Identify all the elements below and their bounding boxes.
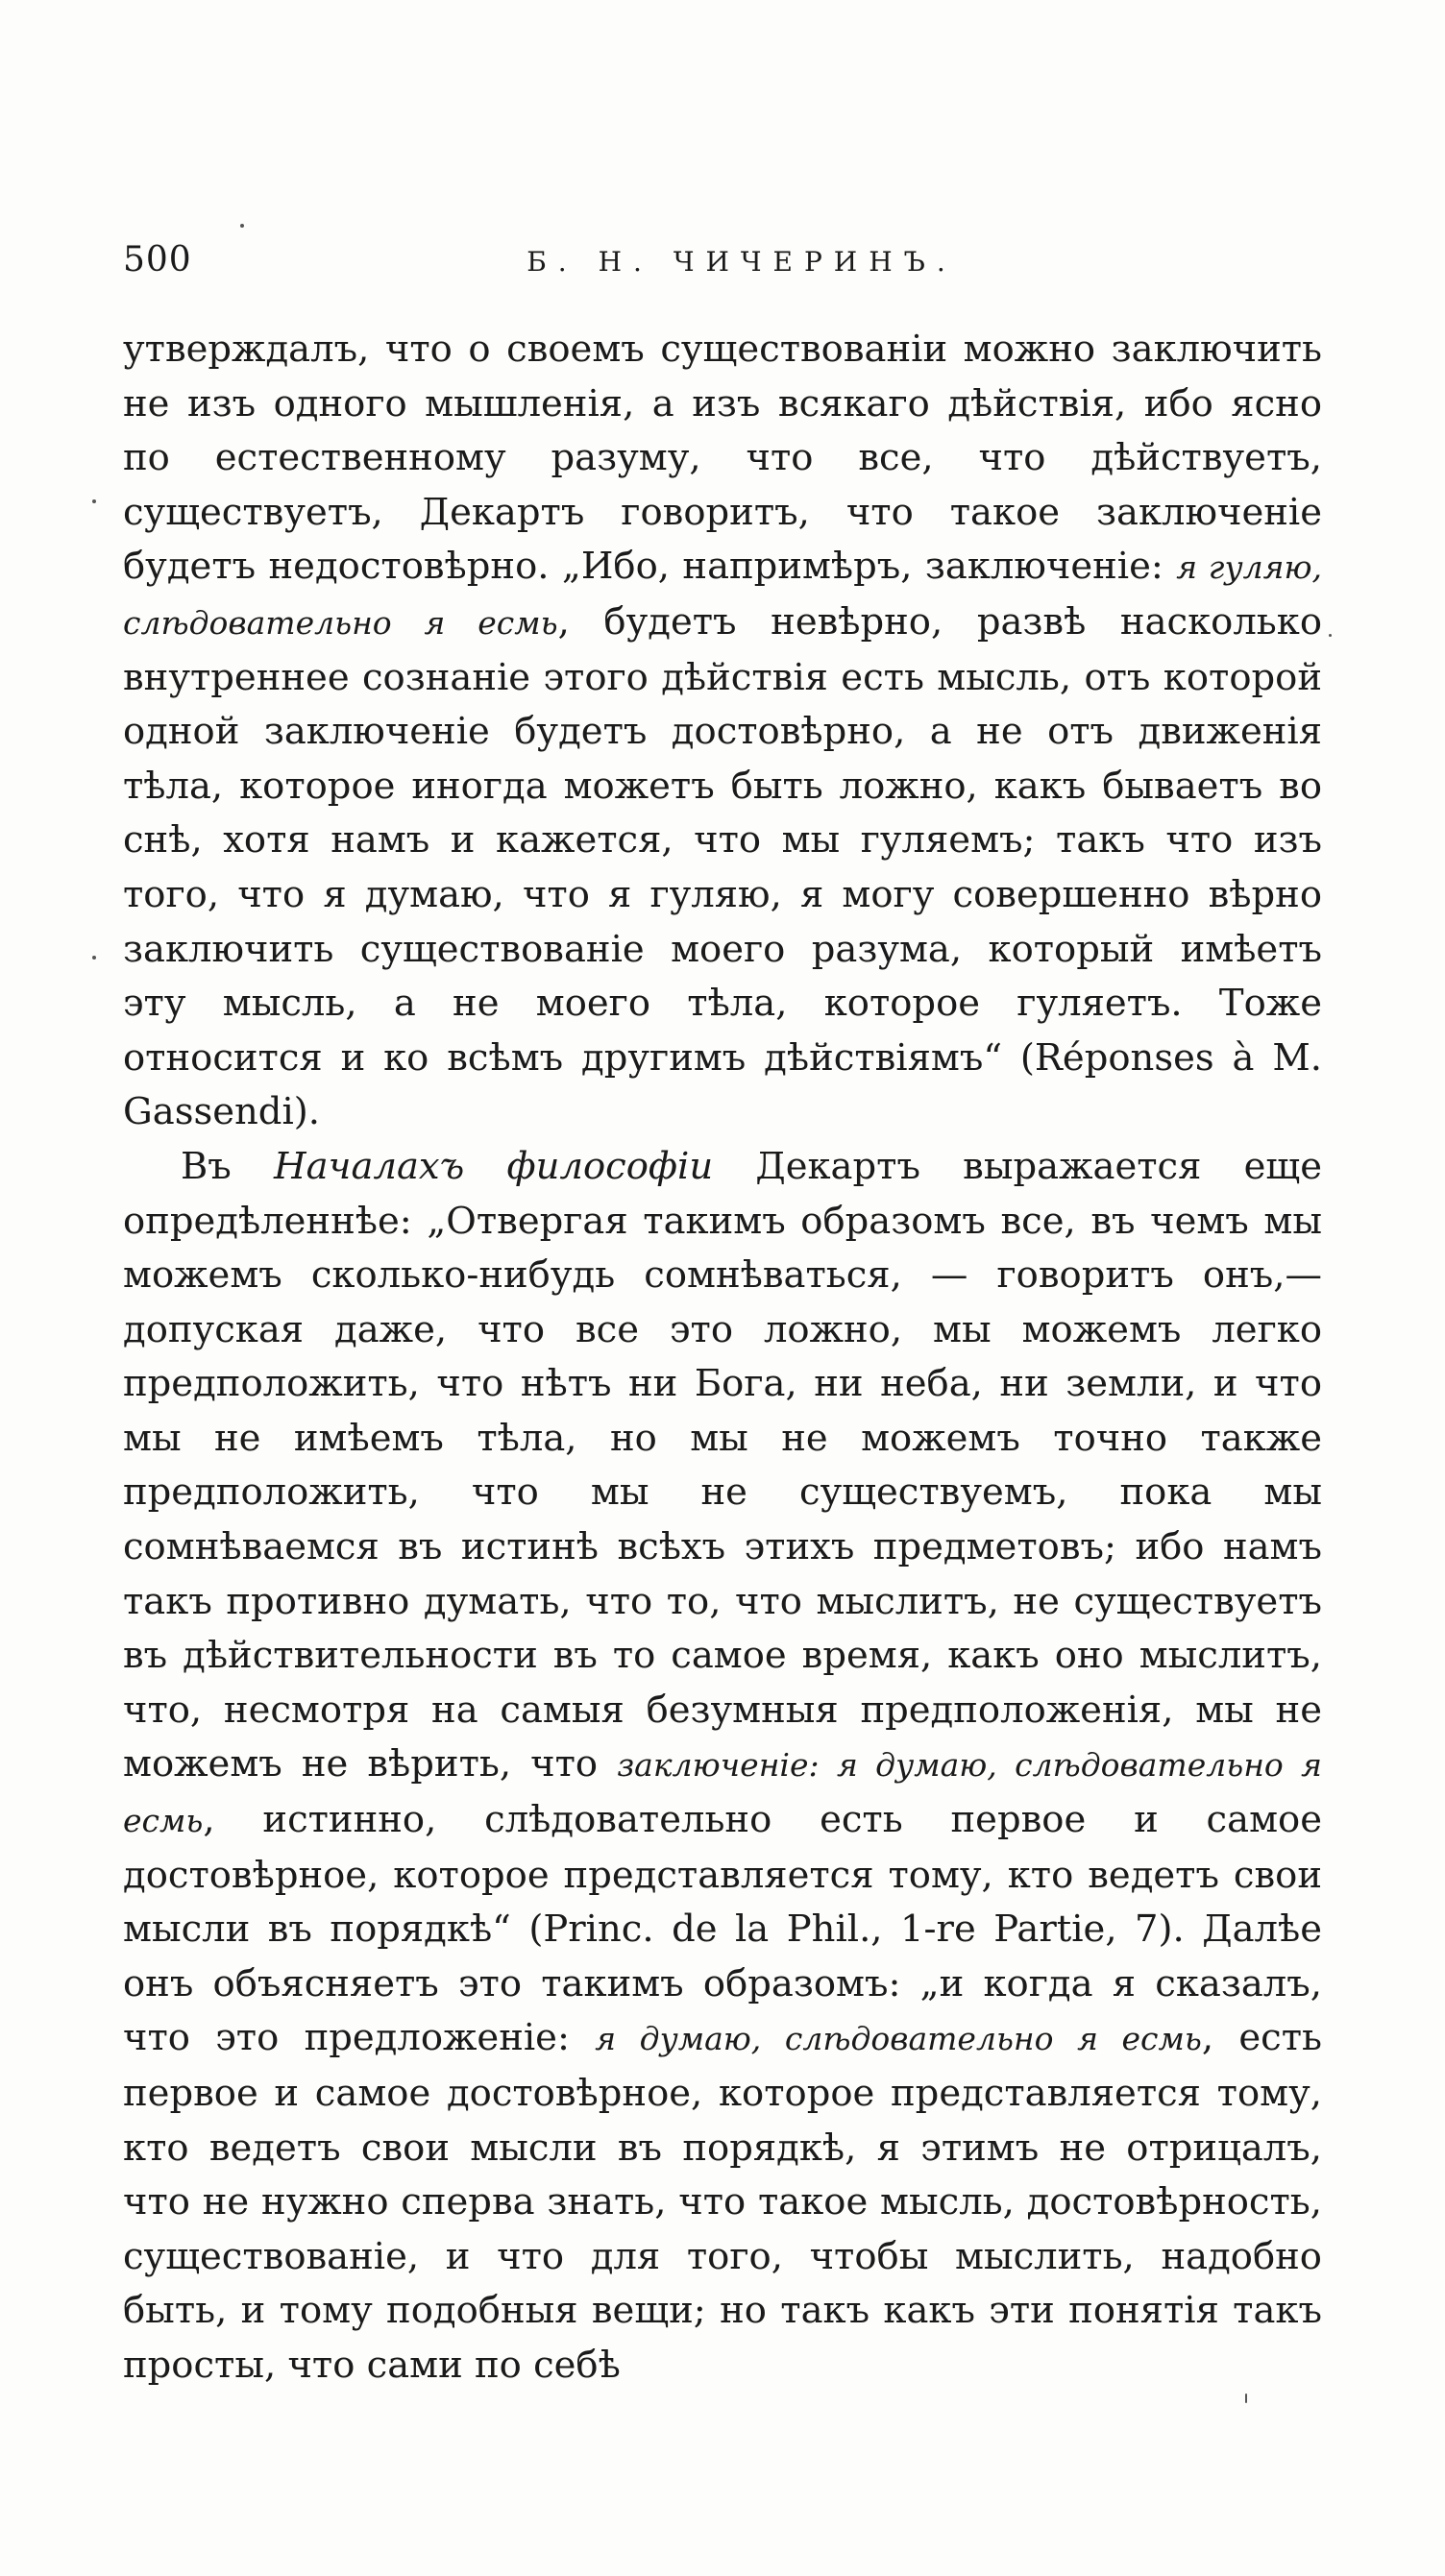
text-run: утверждалъ, что о своемъ существованіи можно заключить не изъ одного мышленія, а изъ всякаго дѣйствія, ибо ясно по естественному разуму, что все, что дѣйствуетъ, существуетъ, Декартъ говоритъ, что такое заключеніе будетъ недостовѣрно. „Ибо, напримѣръ, заключеніе: [123, 328, 1322, 589]
running-head [123, 240, 1322, 298]
text-run: Въ [181, 1144, 275, 1188]
running-title: Б. Н. ЧИЧЕРИНЪ. [527, 246, 957, 278]
italic-phrase: я гуляю, слѣдовательно я есмь [123, 548, 1323, 642]
paragraph [123, 323, 1322, 1140]
book-page [123, 240, 1322, 2394]
italic-phrase: Началахъ философіи [274, 1144, 714, 1188]
text-run: Декартъ выражается еще опредѣленнѣе: „Отвергая такимъ образомъ все, въ чемъ мы можемъ сколько-нибудь сомнѣваться, — говоритъ онъ,— допуская даже, что все это ложно, мы можемъ легко предположить, что нѣтъ ни Бога, ни неба, ни земли, и что мы не имѣемъ тѣла, но мы не можемъ точно также предположить, что мы не существуемъ, пока мы сомнѣваемся въ истинѣ всѣхъ этихъ предметовъ; ибо намъ такъ противно думать, что то, что мыслитъ, не существуетъ въ дѣйствительности въ то самое время, какъ оно мыслитъ, что, несмотря на самыя безумныя предположенія, мы не можемъ не вѣрить, что [123, 1144, 1322, 1786]
print-speck [240, 224, 244, 228]
italic-phrase: я думаю, слѣдовательно я есмь [595, 2020, 1202, 2058]
print-speck [1245, 2394, 1247, 2403]
text-run: , есть первое и самое достовѣрное, которое представляется тому, кто ведетъ свои мысли въ порядкѣ, я этимъ не отрицалъ, что не нужно сперва знать, что такое мысль, достовѣрность, существованіе, и что для того, чтобы мыслить, надобно быть, и тому подобныя вещи; но такъ какъ эти понятія такъ просты, что сами по себѣ [123, 2016, 1322, 2387]
text-run: , будетъ невѣрно, развѣ насколько внутреннее сознаніе этого дѣйствія есть мысль, отъ которой одной заключеніе будетъ достовѣрно, а не отъ движенія тѣла, которое иногда можетъ быть ложно, какъ бываетъ во снѣ, хотя намъ и кажется, что мы гуляемъ; такъ что изъ того, что я думаю, что я гуляю, я могу совершенно вѣрно заключить существованіе моего разума, который имѣетъ эту мысль, а не моего тѣла, которое гуляетъ. Тоже относится и ко всѣмъ другимъ дѣйствіямъ“ (Réponses à M. Gassendi). [123, 599, 1322, 1134]
print-speck [92, 956, 96, 960]
paragraph [123, 1140, 1322, 2394]
print-speck [1329, 634, 1332, 637]
italic-phrase: заключеніе: я думаю, слѣдовательно я есмь [123, 1746, 1322, 1840]
body-text [123, 323, 1322, 2394]
print-speck [92, 499, 96, 503]
page-number: 500 [123, 240, 192, 279]
text-run: , истинно, слѣдовательно есть первое и самое достовѣрное, которое представляется тому, кто ведетъ свои мысли въ порядкѣ“ (Princ. de la Phil., 1-re Partie, 7). Далѣе онъ объясняетъ это такимъ образомъ: „и когда я сказалъ, что это предложеніе: [123, 1798, 1322, 2060]
